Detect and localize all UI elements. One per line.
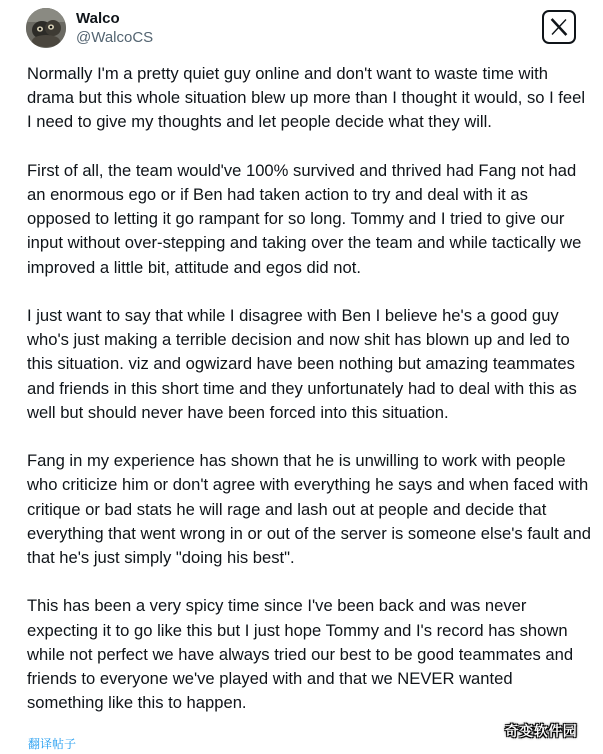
site-watermark [487, 716, 595, 746]
x-logo-glyph [549, 17, 569, 37]
post-paragraph: Fang in my experience has shown that he is unwilling to work with people who criticize him or don't agree with everything he says and when faced with critique or bad stats he will rage and lash out at people and decide that everything that went wrong in or out of the server is someone else's fault and that he's just simply "doing his best". [27, 451, 591, 568]
avatar-image [26, 8, 66, 48]
author-handle[interactable]: @WalcoCS [76, 29, 154, 46]
post-paragraph: Normally I'm a pretty quiet guy online and don't want to waste time with drama but this whole situation blew up more than I thought it would, so I feel I need to give my thoughts and let people decide what they will. [27, 64, 586, 132]
watermark-text: 奇变软件园 [504, 724, 578, 740]
x-logo-icon[interactable] [542, 10, 576, 44]
author-names [76, 10, 153, 48]
post-paragraph: First of all, the team would've 100% survived and thrived had Fang not had an enormous ego or if Ben had taken action to try and deal with it as opposed to letting it go rampant for so long. Tommy and I tried to give our input without over-stepping and taking over the team and while tactically we improved a little bit, attitude and egos did not. [27, 160, 582, 277]
post-paragraph: I just want to say that while I disagree with Ben I believe he's a good guy who's just making a terrible decision and now shit has blown up and led to this situation. viz and ogwizard have been nothing but amazing teammates and friends in this short time and they unfortunately had to deal with this as well but should never have been forced into this situation. [27, 306, 577, 422]
post-header [26, 8, 576, 48]
post-paragraph: This has been a very spicy time since I've been back and was never expecting it to go like this but I just hope Tommy and I's record has shown while not perfect we have always tried our best to be good teammates and friends to everyone we've played with and that we NEVER wanted something like this to happen. [27, 596, 574, 713]
avatar[interactable] [26, 8, 66, 48]
post-body [27, 62, 593, 715]
author-display-name[interactable]: Walco [76, 10, 120, 27]
translate-post-link[interactable]: 翻译帖子 [28, 737, 77, 751]
